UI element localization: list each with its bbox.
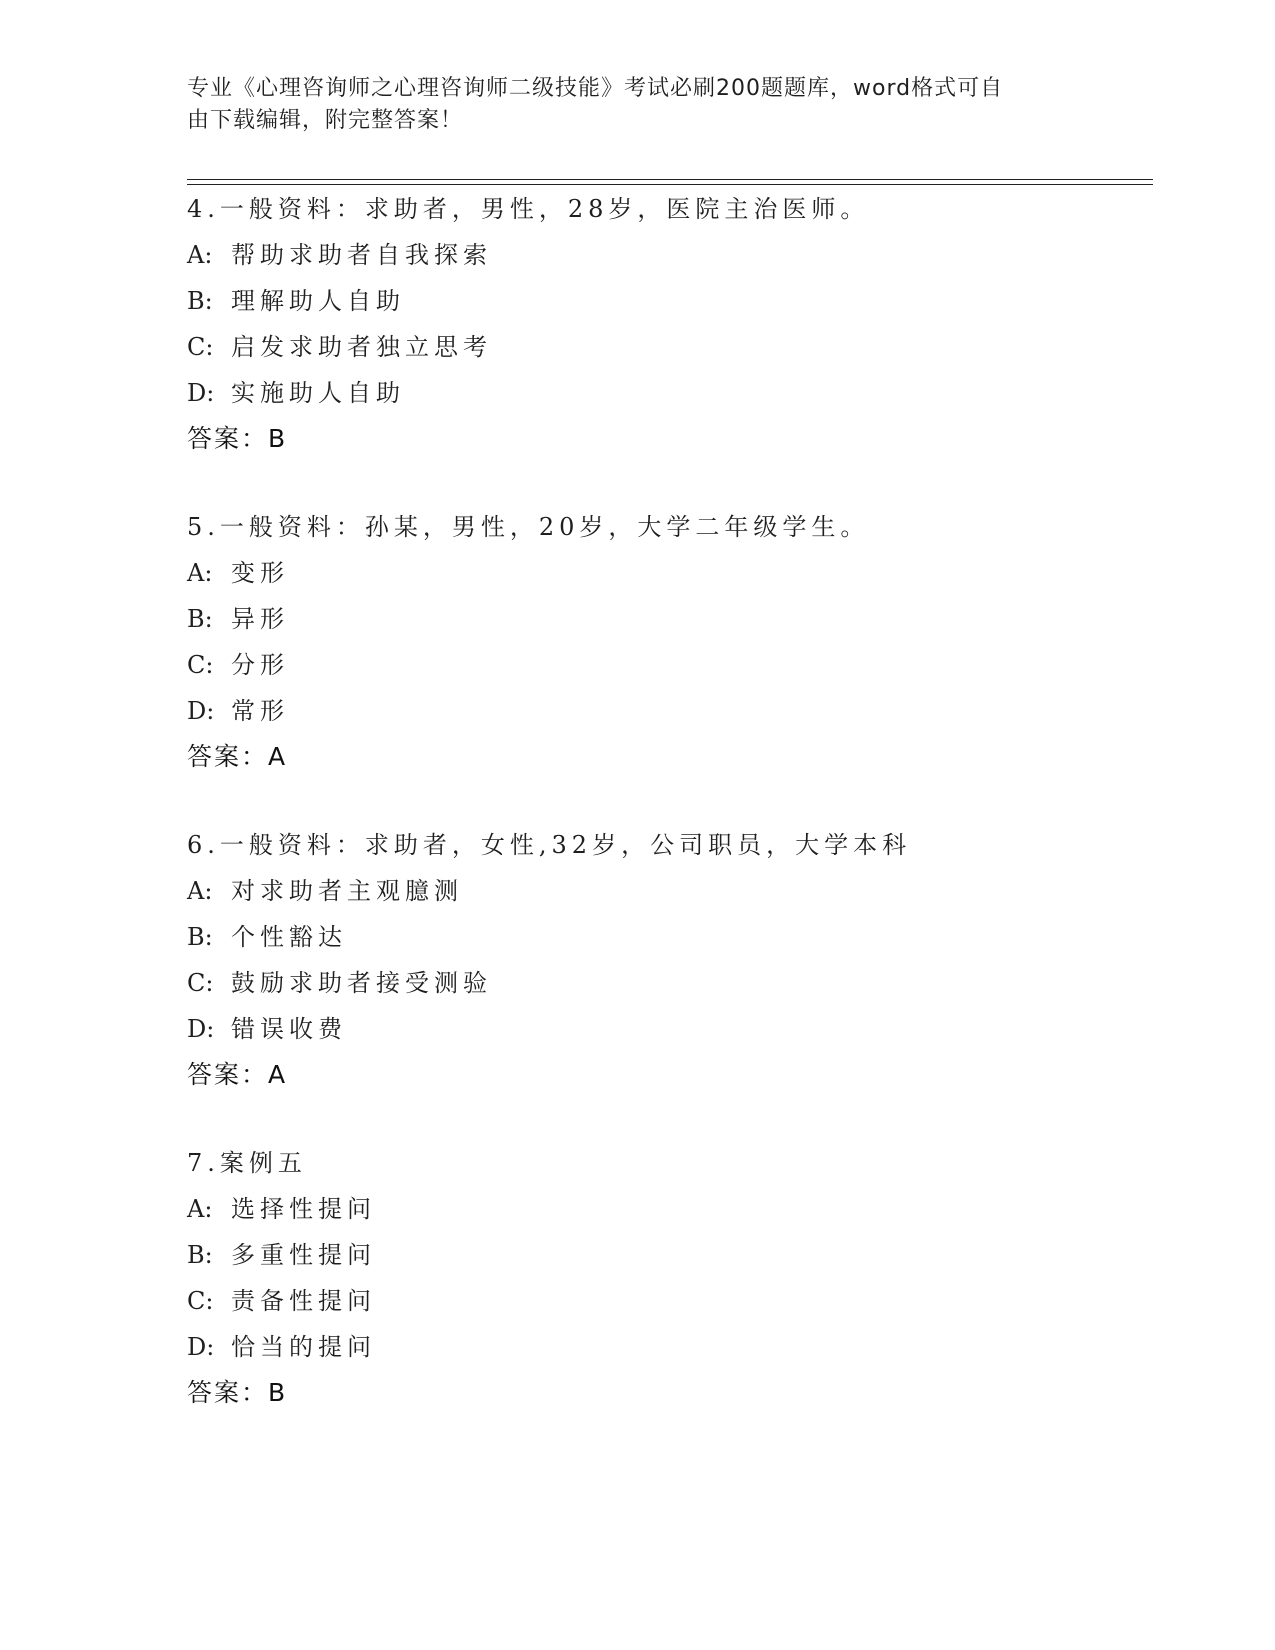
option-text: 启发求助者独立思考 xyxy=(231,333,492,361)
option-d xyxy=(187,1324,1147,1370)
option-c xyxy=(187,1278,1147,1324)
option-text: 个性豁达 xyxy=(231,923,347,951)
option-a xyxy=(187,232,1147,278)
option-text: 分形 xyxy=(231,651,289,679)
option-letter: D: xyxy=(187,1333,215,1361)
option-letter: D: xyxy=(187,379,215,407)
option-letter: D: xyxy=(187,697,215,725)
option-d xyxy=(187,370,1147,416)
option-letter: A: xyxy=(187,241,213,269)
option-a xyxy=(187,868,1147,914)
question-block xyxy=(187,186,1147,462)
option-text: 恰当的提问 xyxy=(231,1333,376,1361)
option-text: 常形 xyxy=(231,697,289,725)
question-block xyxy=(187,504,1147,780)
option-letter: A: xyxy=(187,559,213,587)
answer-line: 答案：B xyxy=(187,1378,288,1407)
option-text: 变形 xyxy=(231,559,289,587)
option-text: 选择性提问 xyxy=(231,1195,376,1223)
option-c xyxy=(187,324,1147,370)
option-letter: C: xyxy=(187,1287,214,1315)
option-letter: B: xyxy=(187,923,213,951)
option-letter: B: xyxy=(187,287,213,315)
question-stem: 7.案例五 xyxy=(187,1149,307,1177)
option-a xyxy=(187,550,1147,596)
option-b xyxy=(187,278,1147,324)
option-b xyxy=(187,596,1147,642)
option-text: 实施助人自助 xyxy=(231,379,405,407)
header-line-2: 由下载编辑，附完整答案！ xyxy=(187,108,464,133)
option-a xyxy=(187,1186,1147,1232)
option-letter: A: xyxy=(187,1195,213,1223)
header-divider-top xyxy=(187,179,1153,180)
option-d xyxy=(187,688,1147,734)
option-letter: B: xyxy=(187,605,213,633)
option-text: 理解助人自助 xyxy=(231,287,405,315)
option-b xyxy=(187,1232,1147,1278)
option-letter: D: xyxy=(187,1015,215,1043)
answer-line: 答案：A xyxy=(187,1060,288,1089)
question-block xyxy=(187,1140,1147,1416)
option-text: 责备性提问 xyxy=(231,1287,376,1315)
option-c xyxy=(187,642,1147,688)
answer-line: 答案：B xyxy=(187,424,288,453)
option-letter: C: xyxy=(187,333,214,361)
option-letter: B: xyxy=(187,1241,213,1269)
question-block xyxy=(187,822,1147,1098)
header-line-1: 专业《心理咨询师之心理咨询师二级技能》考试必刷200题题库，word格式可自 xyxy=(187,76,1004,101)
answer-line: 答案：A xyxy=(187,742,288,771)
question-stem: 6.一般资料：求助者，女性,32岁，公司职员，大学本科 xyxy=(187,831,912,859)
option-letter: C: xyxy=(187,969,214,997)
option-text: 对求助者主观臆测 xyxy=(231,877,463,905)
question-stem: 4.一般资料：求助者，男性，28岁，医院主治医师。 xyxy=(187,195,870,223)
header-divider-bottom xyxy=(187,184,1153,185)
option-text: 鼓励求助者接受测验 xyxy=(231,969,492,997)
option-text: 多重性提问 xyxy=(231,1241,376,1269)
option-letter: A: xyxy=(187,877,213,905)
document-header xyxy=(187,73,1067,137)
option-letter: C: xyxy=(187,651,214,679)
option-d xyxy=(187,1006,1147,1052)
option-b xyxy=(187,914,1147,960)
option-c xyxy=(187,960,1147,1006)
option-text: 帮助求助者自我探索 xyxy=(231,241,492,269)
option-text: 错误收费 xyxy=(231,1015,347,1043)
option-text: 异形 xyxy=(231,605,289,633)
question-stem: 5.一般资料：孙某，男性，20岁，大学二年级学生。 xyxy=(187,513,870,541)
